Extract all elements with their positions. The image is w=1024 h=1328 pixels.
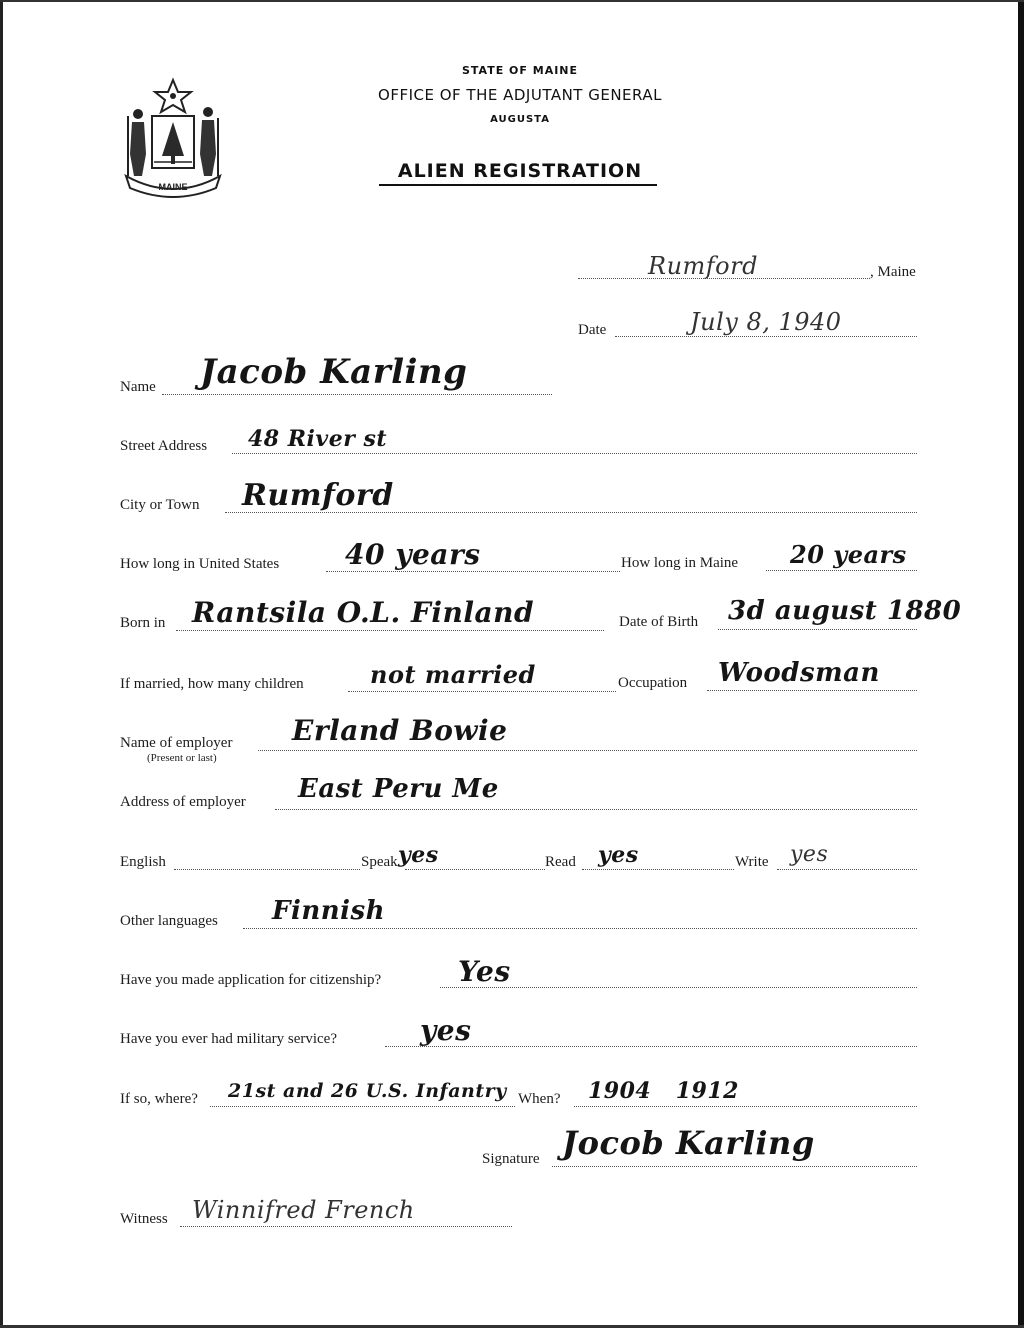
witness-value: Winnifred French [192,1196,415,1224]
employer-address-label: Address of employer [120,794,246,810]
read-value: yes [598,842,639,868]
where-label: If so, where? [120,1091,198,1107]
children-label: If married, how many children [120,676,304,692]
state-heading: STATE OF MAINE [461,64,579,77]
us-duration-line [326,571,620,572]
place-value: Rumford [648,252,758,280]
scan-edge-left [0,0,3,1328]
children-line [348,691,616,692]
write-line [777,869,917,870]
dob-value: 3d august 1880 [728,596,962,626]
us-duration-label: How long in United States [120,556,280,572]
svg-text:MAINE: MAINE [158,182,188,192]
employer-sublabel: (Present or last) [147,752,217,764]
scan-edge-top [0,0,1024,2]
citizenship-line [440,987,917,988]
when-line [574,1106,917,1107]
maine-duration-line [766,570,917,571]
english-line [174,869,360,870]
signature-line [552,1166,917,1167]
place-suffix: , Maine [870,264,916,280]
speak-value: yes [398,842,439,868]
where-value: 21st and 26 U.S. Infantry [228,1080,507,1102]
speak-label: Speak [361,854,398,870]
name-value: Jacob Karling [200,352,468,392]
street-value: 48 River st [248,426,387,452]
read-line [582,869,734,870]
date-line [615,336,917,337]
english-label: English [120,854,166,870]
us-duration-value: 40 years [345,538,481,571]
write-label: Write [735,854,769,870]
born-label: Born in [120,615,166,631]
children-value: not married [370,660,536,689]
occupation-line [707,690,917,691]
name-line [162,394,552,395]
maine-duration-value: 20 years [790,540,907,569]
speak-line [405,869,545,870]
witness-label: Witness [120,1211,168,1227]
other-languages-label: Other languages [120,913,218,929]
witness-line [180,1226,512,1227]
date-value: July 8, 1940 [690,308,842,336]
where-line [210,1106,515,1107]
form-title: ALIEN REGISTRATION [397,160,643,182]
employer-value: Erland Bowie [292,714,508,747]
read-label: Read [545,854,576,870]
when-value: 1904 1912 [588,1078,739,1104]
state-seal-icon [118,76,228,200]
office-heading: OFFICE OF THE ADJUTANT GENERAL [378,86,662,104]
born-line [176,630,604,631]
military-value: yes [420,1014,472,1047]
city-heading: AUGUSTA [490,114,550,125]
employer-label: Name of employer [120,735,233,751]
city-value: Rumford [242,478,394,513]
signature-label: Signature [482,1151,540,1167]
dob-line [718,629,917,630]
name-label: Name [120,379,156,395]
dob-label: Date of Birth [619,614,699,630]
other-languages-line [243,928,917,929]
employer-address-value: East Peru Me [298,774,499,804]
citizenship-label: Have you made application for citizenship? [120,972,382,988]
date-label: Date [578,322,607,338]
scan-edge-right [1018,0,1024,1328]
born-value: Rantsila O.L. Finland [192,596,535,629]
street-line [232,453,917,454]
write-value: yes [790,842,829,867]
other-languages-value: Finnish [272,896,386,926]
occupation-value: Woodsman [718,658,880,688]
signature-value: Jocob Karling [562,1124,815,1162]
maine-duration-label: How long in Maine [621,555,739,571]
street-label: Street Address [120,438,208,454]
employer-line [258,750,917,751]
employer-address-line [275,809,917,810]
form-title-underline [379,184,657,186]
citizenship-value: Yes [458,955,511,988]
occupation-label: Occupation [618,675,688,691]
military-label: Have you ever had military service? [120,1031,337,1047]
when-label: When? [518,1091,561,1107]
city-label: City or Town [120,497,200,513]
